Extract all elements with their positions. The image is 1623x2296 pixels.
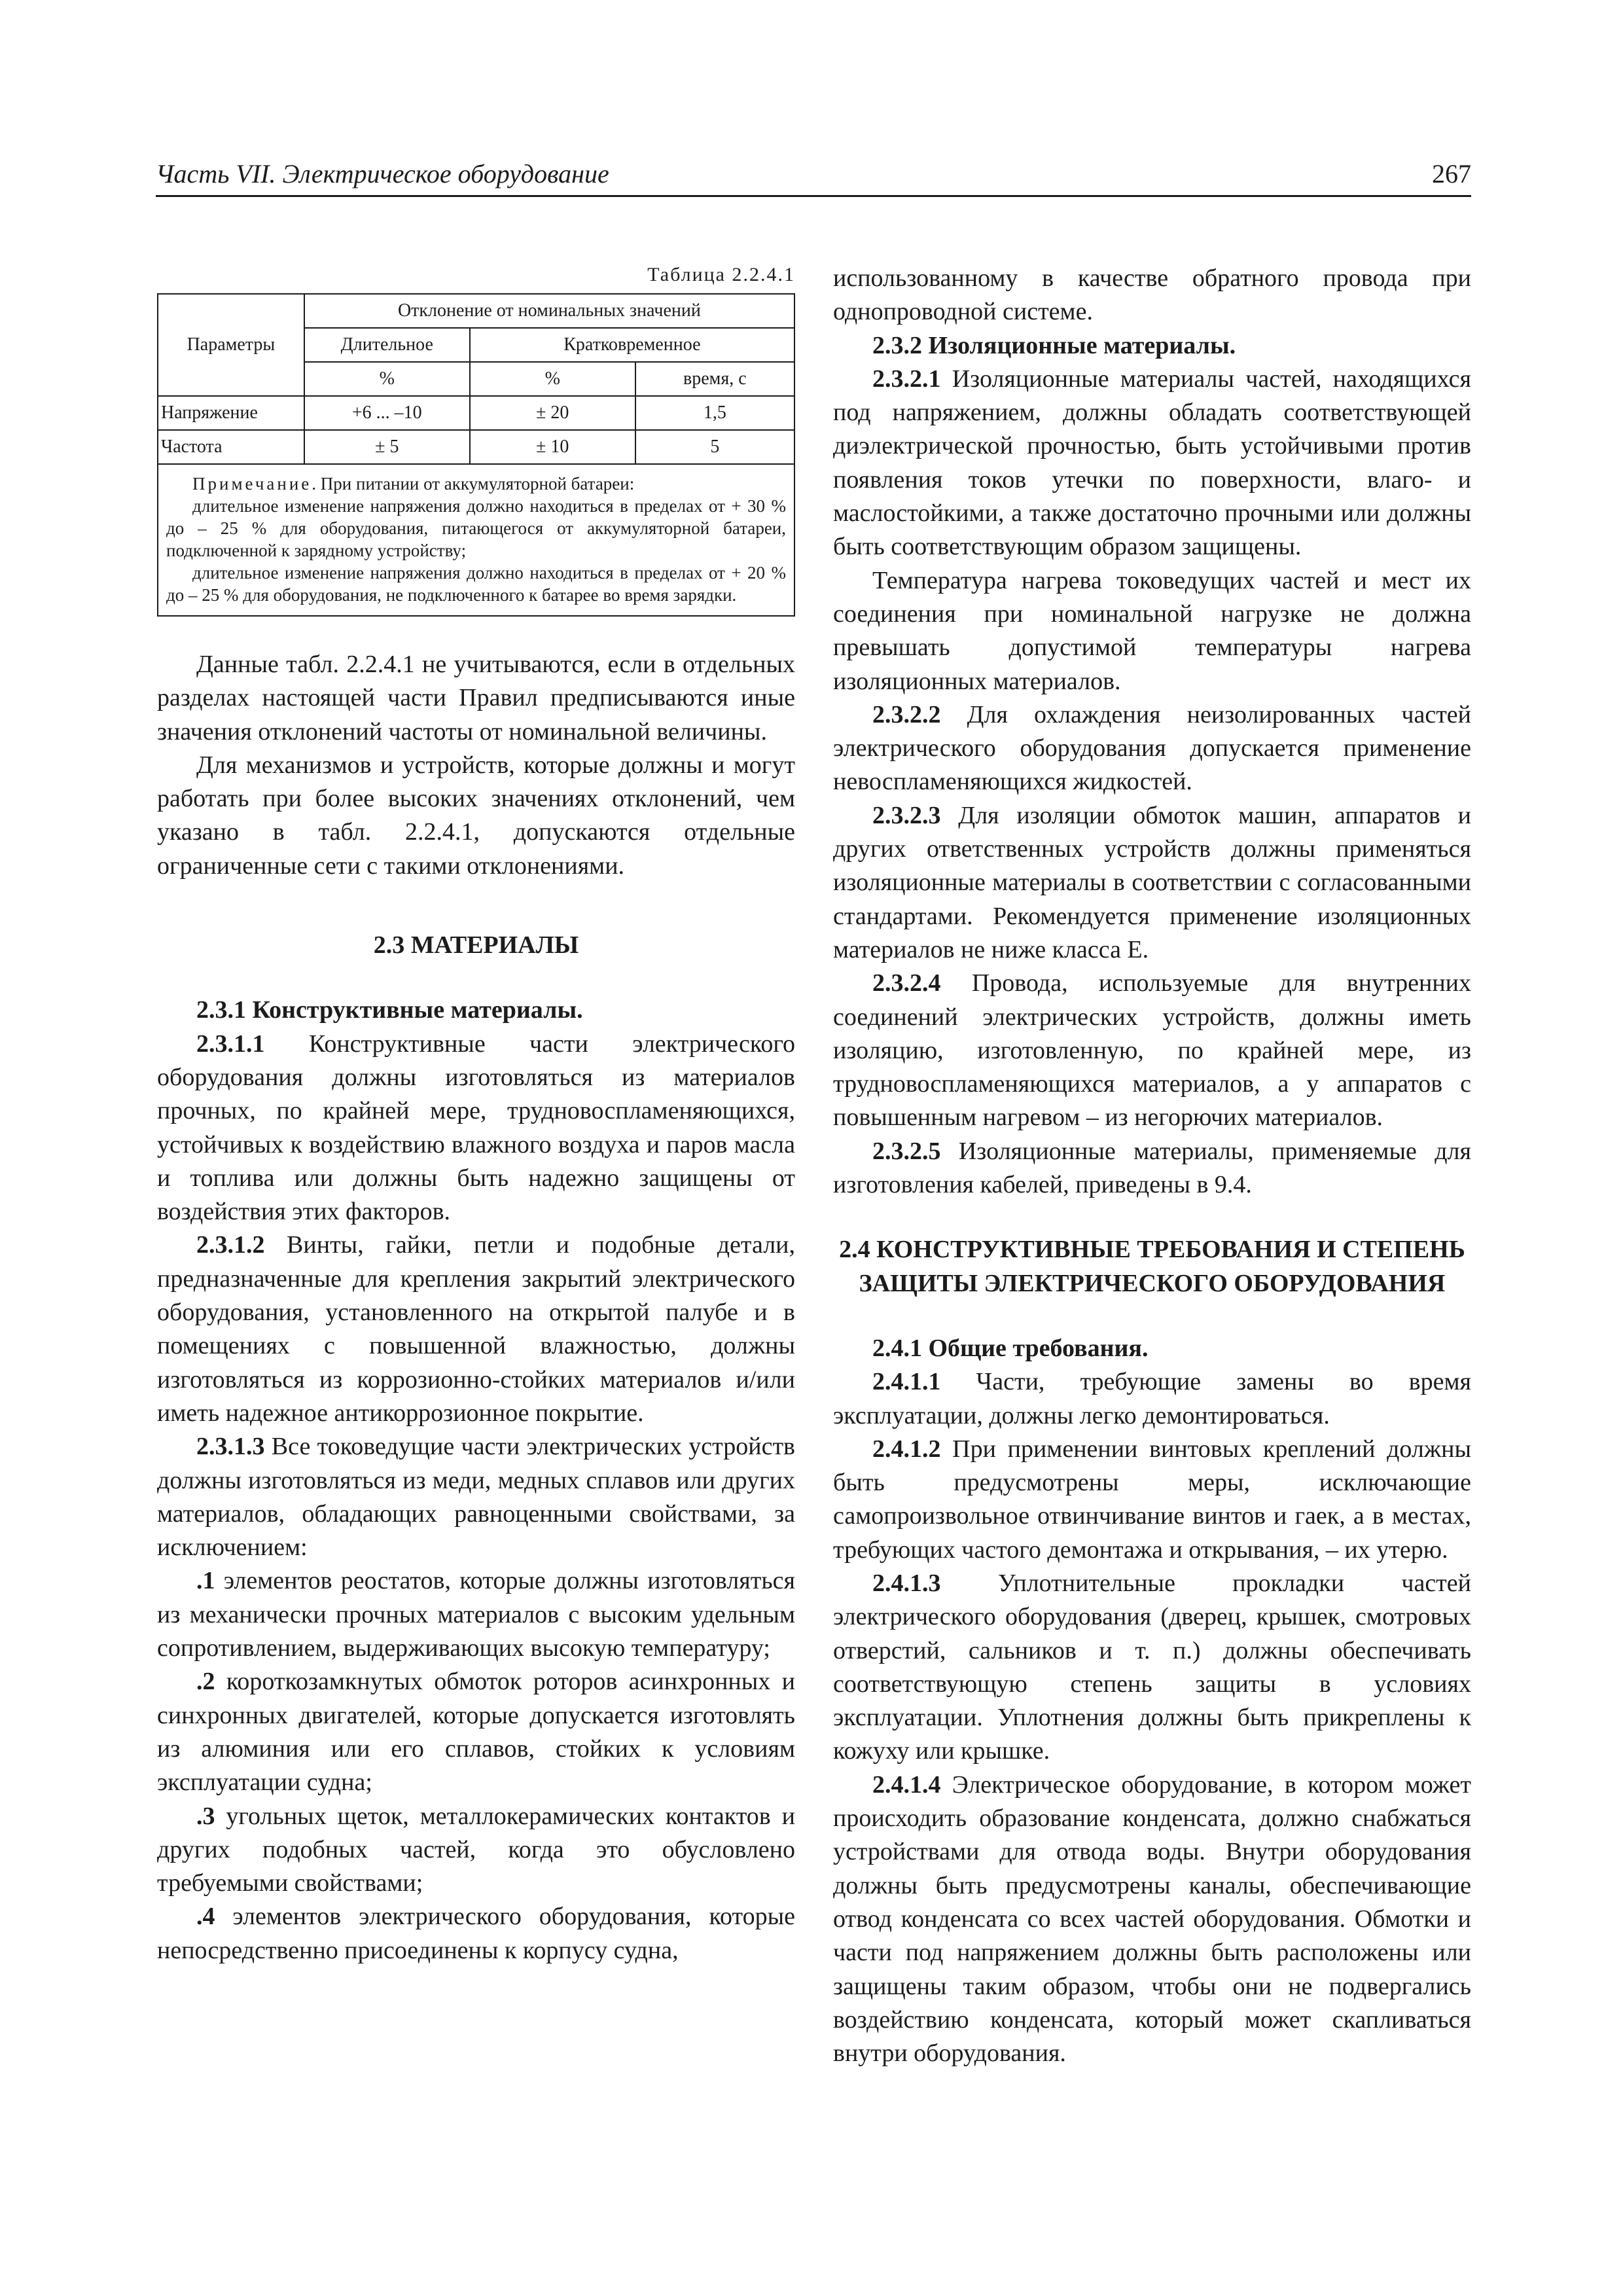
paragraph: 2.4.1.4 Электрическое оборудование, в котором может происходить образование конденсата, должно снабжаться устройствами для отвода воды. Внутри оборудования должны быть предусмотрены каналы, обеспечивающие отвод конденсата со всех частей оборудования. Обмотки и части под напряжением должны быть расположены или защищены таким образом, чтобы они не подвергались воздействию конденсата, который может скапливаться внутри оборудования. bbox=[833, 1770, 1471, 2068]
table-row bbox=[158, 396, 794, 430]
table-header-deviation: Отклонение от номинальных значений bbox=[304, 294, 794, 328]
note-heading: Примечание bbox=[192, 474, 312, 493]
note-paragraph: длительное изменение напряжения должно находиться в пределах от + 20 % до – 25 % для оборудования, не подключенного к батарее во время зарядки. bbox=[166, 563, 786, 605]
paragraph: 2.3.2.2 Для охлаждения неизолированных частей электрического оборудования допускается применение невоспламеняющихся жидкостей. bbox=[833, 700, 1471, 796]
table-cell: ± 20 bbox=[470, 396, 635, 430]
paragraph: использованному в качестве обратного провода при однопроводной системе. bbox=[833, 264, 1471, 326]
table-cell: Напряжение bbox=[158, 396, 304, 430]
table-header-long: Длительное bbox=[304, 328, 470, 362]
table-cell: 5 bbox=[635, 430, 794, 464]
header-rule bbox=[156, 195, 1471, 197]
paragraph: 2.4.1.2 При применении винтовых креплений должны быть предусмотрены меры, исключающие самопроизвольное отвинчивание винтов и гаек, а в местах, требующих частого демонтажа и открывания, – их утерю. bbox=[833, 1435, 1471, 1564]
paragraph: 2.3.2.4 Провода, используемые для внутренних соединений электрических устройств, должны иметь изоляцию, изготовленную, по крайней мере, из трудновоспламеняющихся материалов, а у аппаратов с повышенным нагревом – из негорючих материалов. bbox=[833, 969, 1471, 1132]
paragraph: Данные табл. 2.2.4.1 не учитываются, если в отдельных разделах настоящей части Правил предписываются иные значения отклонений частоты от номинальной величины. bbox=[157, 651, 795, 745]
paragraph: 2.3.1.1 Конструктивные части электрического оборудования должны изготовляться из материалов прочных, по крайней мере, трудновоспламеняющихся, устойчивых к воздействию влажного воздуха и паров масла и топлива или должны быть надежно защищены от воздействия этих факторов. bbox=[157, 1030, 795, 1226]
right-column bbox=[833, 262, 1471, 2070]
table-cell: +6 ... –10 bbox=[304, 396, 470, 430]
section-heading: 2.4 КОНСТРУКТИВНЫЕ ТРЕБОВАНИЯ И СТЕПЕНЬ bbox=[839, 1236, 1465, 1264]
list-item: .2 короткозамкнутых обмоток роторов асинхронных и синхронных двигателей, которые допускается изготовлять из алюминия или его сплавов, стойких к условиям эксплуатации судна; bbox=[157, 1668, 795, 1797]
note-paragraph: длительное изменение напряжения должно находиться в пределах от + 30 % до – 25 % для оборудования, питающегося от аккумуляторной батареи, подключенной к зарядному устройству; bbox=[166, 496, 786, 560]
paragraph: 2.3.2.3 Для изоляции обмоток машин, аппаратов и других ответственных устройств должны применяться изоляционные материалы в соответствии с согласованными стандартами. Рекомендуется применение изоляционных материалов не ниже класса E. bbox=[833, 801, 1471, 963]
deviation-table bbox=[157, 293, 795, 465]
section-heading: 2.3 МАТЕРИАЛЫ bbox=[373, 931, 579, 960]
table-caption: Таблица 2.2.4.1 bbox=[647, 264, 795, 285]
paragraph: 2.3.1.2 Винты, гайки, петли и подобные детали, предназначенные для крепления закрытий электрического оборудования, установленного на открытой палубе и в помещениях с повышенной влажностью, должны изготовляться из коррозионно-стойких материалов и/или иметь надежное антикоррозионное покрытие. bbox=[157, 1231, 795, 1427]
running-header bbox=[156, 154, 1471, 194]
list-item: .1 элементов реостатов, которые должны изготовляться из механически прочных материалов с высоким удельным сопротивлением, выдерживающих высокую температуру; bbox=[157, 1567, 795, 1662]
paragraph: 2.3.1.3 Все токоведущие части электрических устройств должны изготовляться из меди, медных сплавов или других материалов, обладающих равноценными свойствами, за исключением: bbox=[157, 1433, 795, 1562]
subsection-heading: 2.3.2 Изоляционные материалы. bbox=[872, 331, 1236, 359]
paragraph: 2.4.1.1 Части, требующие замены во время эксплуатации, должны легко демонтироваться. bbox=[833, 1368, 1471, 1429]
table-row bbox=[158, 430, 794, 464]
table-cell: ± 5 bbox=[304, 430, 470, 464]
paragraph: Температура нагрева токоведущих частей и мест их соединения при номинальной нагрузке не должна превышать допустимой температуры нагрева изоляционных материалов. bbox=[833, 566, 1471, 695]
paragraph: Для механизмов и устройств, которые должны и могут работать при более высоких значениях отклонений, чем указано в табл. 2.2.4.1, допускаются отдельные ограниченные сети с такими отклонениями. bbox=[157, 751, 795, 880]
paragraph: 2.4.1.3 Уплотнительные прокладки частей электрического оборудования (дверец, крышек, смотровых отверстий, сальников и т. п.) должны обеспечивать соответствующую степень защиты в условиях эксплуатации. Уплотнения должны быть прикреплены к кожуху или крышке. bbox=[833, 1569, 1471, 1765]
left-column bbox=[157, 262, 795, 1967]
note-intro: . При питании от аккумуляторной батареи: bbox=[312, 474, 635, 493]
list-item: .4 элементов электрического оборудования, которые непосредственно присоединены к корпусу судна, bbox=[157, 1903, 795, 1964]
table-cell: ± 10 bbox=[470, 430, 635, 464]
table-unit-short: % bbox=[470, 362, 635, 396]
subsection-heading: 2.3.1 Конструктивные материалы. bbox=[196, 996, 583, 1024]
table-cell: 1,5 bbox=[635, 396, 794, 430]
page-number: 267 bbox=[1432, 159, 1471, 188]
table-unit-long: % bbox=[304, 362, 470, 396]
table-header-short: Кратковременное bbox=[470, 328, 794, 362]
subsection-heading: 2.4.1 Общие требования. bbox=[872, 1334, 1149, 1362]
table-header-parameters: Параметры bbox=[158, 294, 304, 396]
list-item: .3 угольных щеток, металлокерамических контактов и других подобных частей, когда это обусловлено требуемыми свойствами; bbox=[157, 1802, 795, 1897]
table-cell: Частота bbox=[158, 430, 304, 464]
table-unit-time: время, с bbox=[635, 362, 794, 396]
paragraph: 2.3.2.1 Изоляционные материалы частей, находящихся под напряжением, должны обладать соответствующей диэлектрической прочностью, быть устойчивыми против появления токов утечки по поверхности, влаго- и маслостойкими, а также достаточно прочными или должны быть соответствующим образом защищены. bbox=[833, 365, 1471, 561]
header-title: Часть VII. Электрическое оборудование bbox=[156, 159, 609, 188]
paragraph: 2.3.2.5 Изоляционные материалы, применяемые для изготовления кабелей, приведены в 9.4. bbox=[833, 1137, 1471, 1199]
table-note bbox=[157, 465, 795, 617]
section-heading: ЗАЩИТЫ ЭЛЕКТРИЧЕСКОГО ОБОРУДОВАНИЯ bbox=[859, 1269, 1446, 1297]
